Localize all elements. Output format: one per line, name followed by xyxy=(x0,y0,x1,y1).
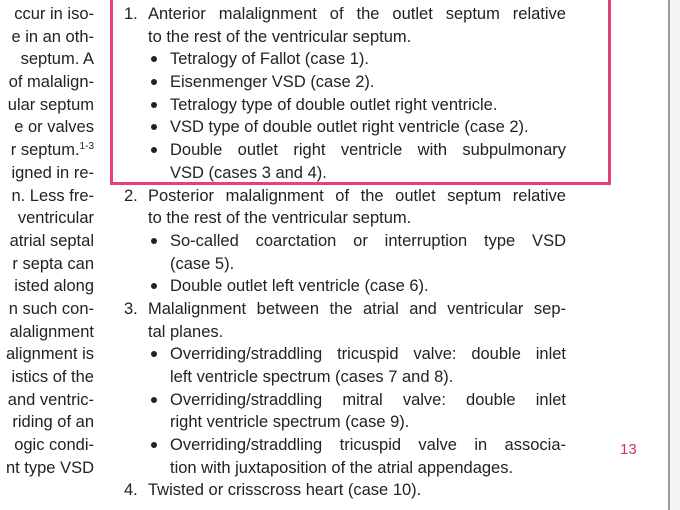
page-number: 13 xyxy=(620,441,637,458)
bullet-line: Tetralogy of Fallot (case 1). xyxy=(170,50,369,69)
list-item-number: 3. xyxy=(124,299,138,318)
list-item-line: to the rest of the ventricular septum. xyxy=(148,209,412,228)
list-item-number: 2. xyxy=(124,186,138,205)
left-column-line xyxy=(0,139,94,162)
left-column-line-text: ccur in iso- xyxy=(14,5,94,23)
list-item-line: Malalignment between the atrial and ventricular sep- xyxy=(148,299,566,318)
left-column-line-text: isted along xyxy=(14,277,94,296)
left-column-line-text: alignment is xyxy=(5,345,94,364)
left-column-text xyxy=(0,3,94,479)
bullet-text xyxy=(170,230,566,275)
left-column-line-text: alalignment xyxy=(9,322,94,341)
reference-superscript: 1-3 xyxy=(79,141,94,153)
bullet-line: Overriding/straddling tricuspid valve in associa- xyxy=(170,436,566,455)
left-column-line-text: igned in re- xyxy=(11,163,94,182)
bullet-line: VSD (cases 3 and 4). xyxy=(170,163,327,182)
bullet-dot-icon xyxy=(148,230,170,275)
left-column-line-text: nt type VSD xyxy=(5,458,94,477)
bullet-line: right ventricle spectrum (case 9). xyxy=(170,413,410,432)
highlight-box xyxy=(110,0,611,185)
left-column-line-text: ular septum xyxy=(7,95,94,114)
left-column-line xyxy=(0,3,94,26)
list-item-body xyxy=(148,185,566,298)
left-column-line-text: r septa can xyxy=(12,254,94,273)
bullet-item xyxy=(148,434,566,479)
bullet-line: Tetralogy type of double outlet right ventricle. xyxy=(170,95,498,114)
left-column-line xyxy=(0,343,94,366)
page-edge-margin xyxy=(670,0,680,510)
left-column-line-text: atrial septal xyxy=(9,231,94,250)
left-column-line-text: n such con- xyxy=(8,299,94,318)
left-column-line-text: and ventric- xyxy=(7,390,94,409)
list-item-body xyxy=(148,479,566,502)
bullet-item xyxy=(148,389,566,434)
left-column-line-text: n. Less fre- xyxy=(11,186,94,205)
left-column-line-text: ogic condi- xyxy=(14,436,94,455)
left-column-line xyxy=(0,389,94,412)
bullet-line: Overriding/straddling tricuspid valve: double inlet xyxy=(170,345,566,364)
bullet-line: So-called coarctation or interruption type VSD xyxy=(170,231,566,250)
list-item xyxy=(124,185,566,298)
list-item xyxy=(124,298,566,480)
left-column-line-text: riding of an xyxy=(12,413,94,432)
bullet-text xyxy=(170,389,566,434)
left-column-line xyxy=(0,185,94,208)
bullet-dot-icon xyxy=(148,343,170,388)
left-column-line-text: istics of the xyxy=(11,368,94,386)
bullet-dot-icon xyxy=(148,434,170,479)
list-item-line: Twisted or crisscross heart (case 10). xyxy=(148,481,422,500)
bullet-line: Eisenmenger VSD (case 2). xyxy=(170,73,375,92)
left-column-line xyxy=(0,116,94,139)
left-column-line xyxy=(0,48,94,71)
left-column-line xyxy=(0,434,94,457)
bullet-line: tion with juxtaposition of the atrial appendages. xyxy=(170,458,514,477)
left-column-line xyxy=(0,94,94,117)
left-column-line xyxy=(0,275,94,298)
left-column-line-text: e or valves xyxy=(14,118,94,137)
list-item-line: Posterior malalignment of the outlet septum relative xyxy=(148,186,566,205)
left-column-line-text: e in an oth- xyxy=(11,27,94,46)
bullet-dot-icon xyxy=(148,389,170,434)
left-column-line xyxy=(0,71,94,94)
list-item-line: to the rest of the ventricular septum. xyxy=(148,27,412,46)
bullet-line: left ventricle spectrum (cases 7 and 8). xyxy=(170,368,454,386)
left-column-line xyxy=(0,207,94,230)
bullet-line: Overriding/straddling mitral valve: double inlet xyxy=(170,390,566,409)
left-column-line-text: r septum. xyxy=(10,141,80,160)
left-column-line xyxy=(0,230,94,253)
left-column-line xyxy=(0,411,94,434)
bullet-text xyxy=(170,343,566,388)
bullet-item xyxy=(148,275,566,298)
left-column-line xyxy=(0,26,94,49)
list-item-number: 1. xyxy=(124,5,138,23)
bullet-item xyxy=(148,343,566,388)
list-item-number: 4. xyxy=(124,481,138,500)
bullet-text xyxy=(170,275,566,298)
bullet-item xyxy=(148,230,566,275)
left-column-line xyxy=(0,457,94,480)
bullet-line: VSD type of double outlet right ventricle (case 2). xyxy=(170,118,529,137)
bullet-line: Double outlet right ventricle with subpulmonary xyxy=(170,141,566,160)
left-column-line-text: ventricular xyxy=(17,209,94,228)
left-column-line xyxy=(0,366,94,389)
left-column-line xyxy=(0,162,94,185)
left-column-line-text: of malalign- xyxy=(8,73,94,92)
bullet-line: (case 5). xyxy=(170,254,235,273)
bullet-dot-icon xyxy=(148,275,170,298)
list-item-line: Anterior malalignment of the outlet septum relative xyxy=(148,5,566,23)
left-column-line-text: septum. A xyxy=(20,50,94,69)
bullet-text xyxy=(170,434,566,479)
left-column-line xyxy=(0,253,94,276)
left-column-line xyxy=(0,298,94,321)
left-column-line xyxy=(0,321,94,344)
list-item-body xyxy=(148,298,566,480)
list-item xyxy=(124,479,566,502)
list-item-line: tal planes. xyxy=(148,322,224,341)
bullet-line: Double outlet left ventricle (case 6). xyxy=(170,277,429,296)
